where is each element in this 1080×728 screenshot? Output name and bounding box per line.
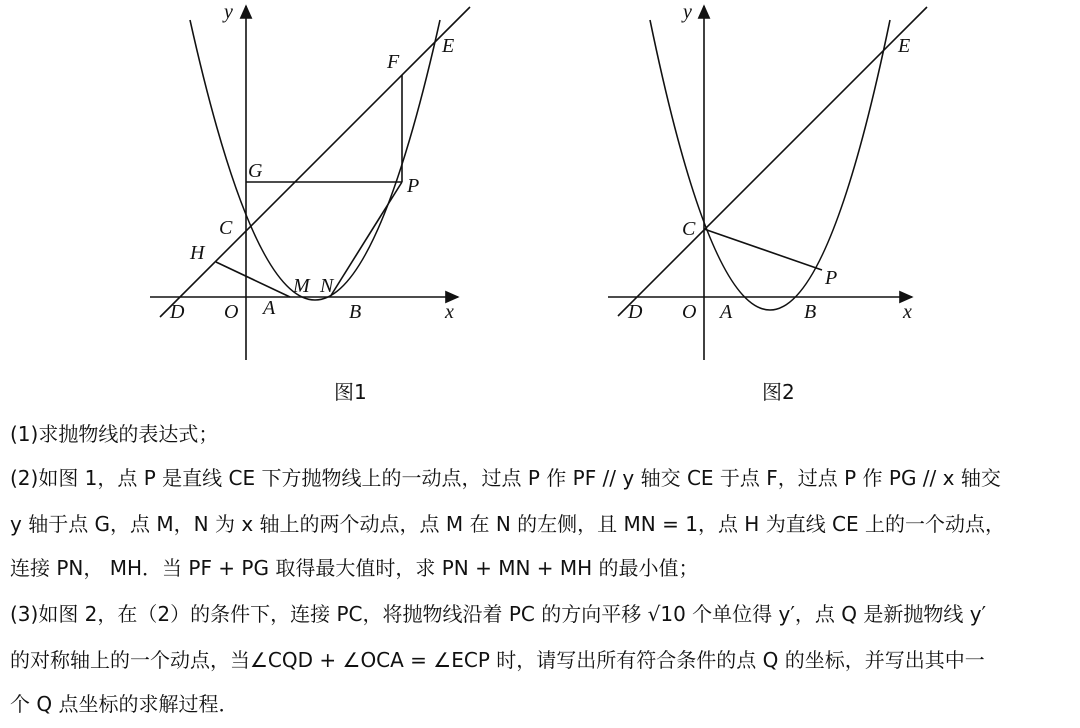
line-ce (160, 7, 470, 317)
figure-2 (600, 0, 940, 370)
question-3-line-3: 个 Q 点坐标的求解过程． (10, 692, 239, 716)
label-d: D (170, 301, 185, 323)
figure-1-caption: 图1 (334, 380, 367, 404)
label-y: y (224, 1, 233, 23)
label-n: N (320, 275, 334, 297)
label-x: x (903, 301, 912, 323)
question-2-line-3: 连接 PN， MH．当 PF + PG 取得最大值时，求 PN + MN + MH 的最小值； (10, 556, 699, 580)
line-ce (618, 7, 927, 316)
label-x: x (445, 301, 454, 323)
question-3-line-1: (3)如图 2，在（2）的条件下，连接 PC，将抛物线沿着 PC 的方向平移 √10 个单位得 y′，点 Q 是新抛物线 y′ (10, 602, 987, 626)
question-1: (1)求抛物线的表达式； (10, 422, 219, 446)
label-c: C (219, 217, 233, 239)
question-2-line-2: y 轴于点 G，点 M，N 为 x 轴上的两个动点，点 M 在 N 的左侧，且 MN = 1，点 H 为直线 CE 上的一个动点， (10, 512, 1006, 536)
label-h: H (190, 242, 205, 264)
label-o: O (224, 301, 239, 323)
label-p: P (407, 175, 420, 197)
figure-1 (140, 0, 480, 370)
label-e: E (442, 35, 455, 57)
segment-np (330, 182, 402, 297)
figure-2-caption: 图2 (762, 380, 795, 404)
question-2-line-1: (2)如图 1，点 P 是直线 CE 下方抛物线上的一动点，过点 P 作 PF // y 轴交 CE 于点 F，过点 P 作 PG // x 轴交 (10, 466, 1001, 490)
label-b: B (804, 301, 817, 323)
label-c: C (682, 218, 696, 240)
label-e: E (898, 35, 911, 57)
question-3-line-2: 的对称轴上的一个动点，当∠CQD + ∠OCA = ∠ECP 时，请写出所有符合条件的点 Q 的坐标，并写出其中一 (10, 648, 985, 672)
label-o: O (682, 301, 697, 323)
segment-hm (216, 262, 290, 297)
label-a: A (720, 301, 733, 323)
label-g: G (248, 160, 263, 182)
label-b: B (349, 301, 362, 323)
label-a: A (263, 297, 276, 319)
label-p: P (825, 267, 838, 289)
label-m: M (293, 275, 310, 297)
label-d: D (628, 301, 643, 323)
label-y: y (683, 1, 692, 23)
label-f: F (387, 51, 400, 73)
